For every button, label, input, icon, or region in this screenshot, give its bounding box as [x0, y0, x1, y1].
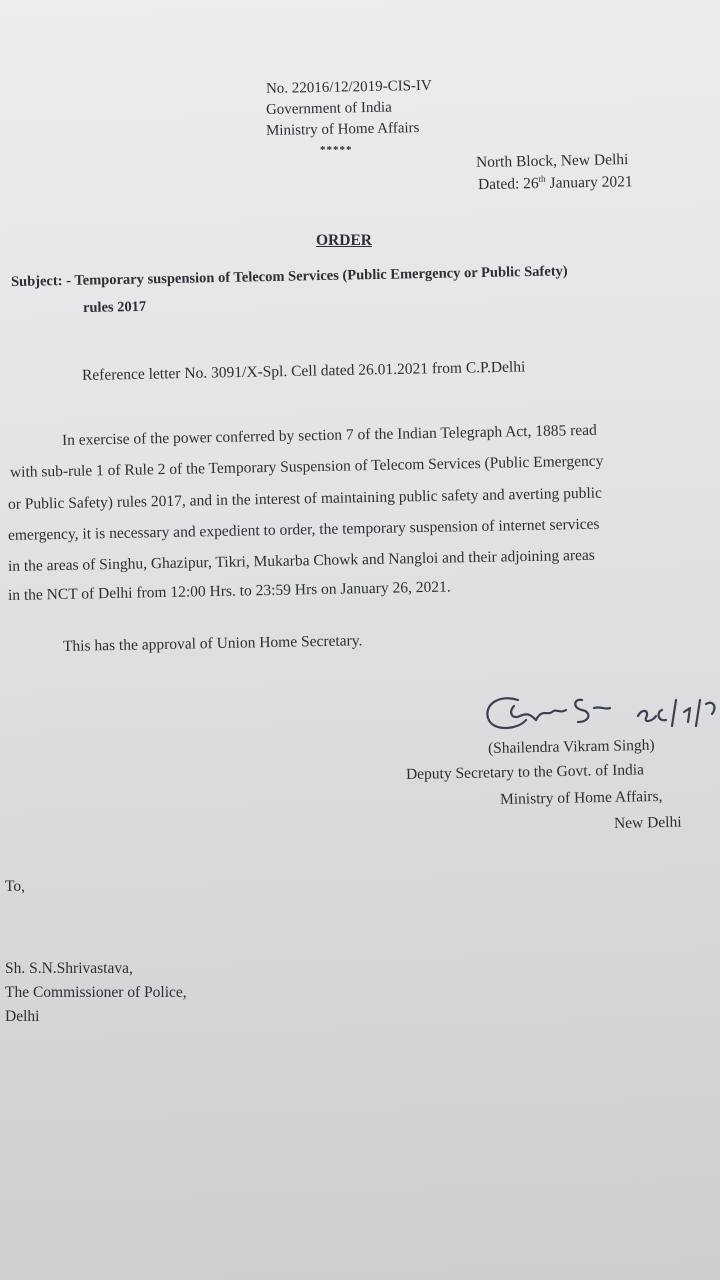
- to-label: To,: [5, 878, 26, 895]
- body-line: emergency, it is necessary and expedient to order, the temporary suspension of internet services: [7, 515, 600, 544]
- signatory-name: (Shailendra Vikram Singh): [487, 736, 655, 757]
- signatory-ministry: Ministry of Home Affairs,: [499, 787, 663, 808]
- ministry-line: Ministry of Home Affairs: [265, 120, 420, 139]
- body-line: in the NCT of Delhi from 12:00 Hrs. to 23:59 Hrs on January 26, 2021.: [7, 578, 451, 604]
- recipient-city: Delhi: [5, 1008, 40, 1025]
- subject-line-2: rules 2017: [82, 298, 147, 316]
- body-line: In exercise of the power conferred by section 7 of the Indian Telegraph Act, 1885 read: [61, 421, 597, 449]
- date-sup: th: [538, 173, 546, 184]
- signatory-designation: Deputy Secretary to the Govt. of India: [405, 761, 645, 783]
- body-line: with sub-rule 1 of Rule 2 of the Temporary Suspension of Telecom Services (Public Emergency: [9, 452, 604, 481]
- date-line: [478, 172, 633, 195]
- signatory-city: New Delhi: [613, 813, 682, 832]
- reference-line: Reference letter No. 3091/X-Spl. Cell dated 26.01.2021 from C.P.Delhi: [81, 358, 526, 384]
- body-line: or Public Safety) rules 2017, and in the interest of maintaining public safety and averting public: [7, 484, 603, 513]
- order-title: ORDER: [316, 232, 372, 249]
- recipient-designation: The Commissioner of Police,: [5, 984, 187, 1001]
- handwritten-signature: [478, 686, 720, 743]
- subject-text: Temporary suspension of Telecom Services (Public Emergency or Public Safety): [74, 263, 568, 289]
- body-line: in the areas of Singhu, Ghazipur, Tikri, Mukarba Chowk and Nangloi and their adjoining areas: [7, 546, 596, 575]
- header-stars: *****: [320, 144, 353, 156]
- subject-label: Subject: -: [10, 272, 72, 290]
- approval-line: This has the approval of Union Home Secretary.: [62, 632, 363, 655]
- date-suffix: January 2021: [545, 173, 633, 192]
- subject-line: [11, 263, 568, 291]
- signature-date: 26|1|21: [478, 686, 481, 687]
- file-number: No. 22016/12/2019-CIS-IV: [265, 77, 432, 97]
- place-line: North Block, New Delhi: [475, 151, 629, 171]
- recipient-name: Sh. S.N.Shrivastava,: [5, 960, 133, 977]
- date-prefix: Dated: 26: [477, 174, 539, 194]
- government-line: Government of India: [265, 99, 392, 118]
